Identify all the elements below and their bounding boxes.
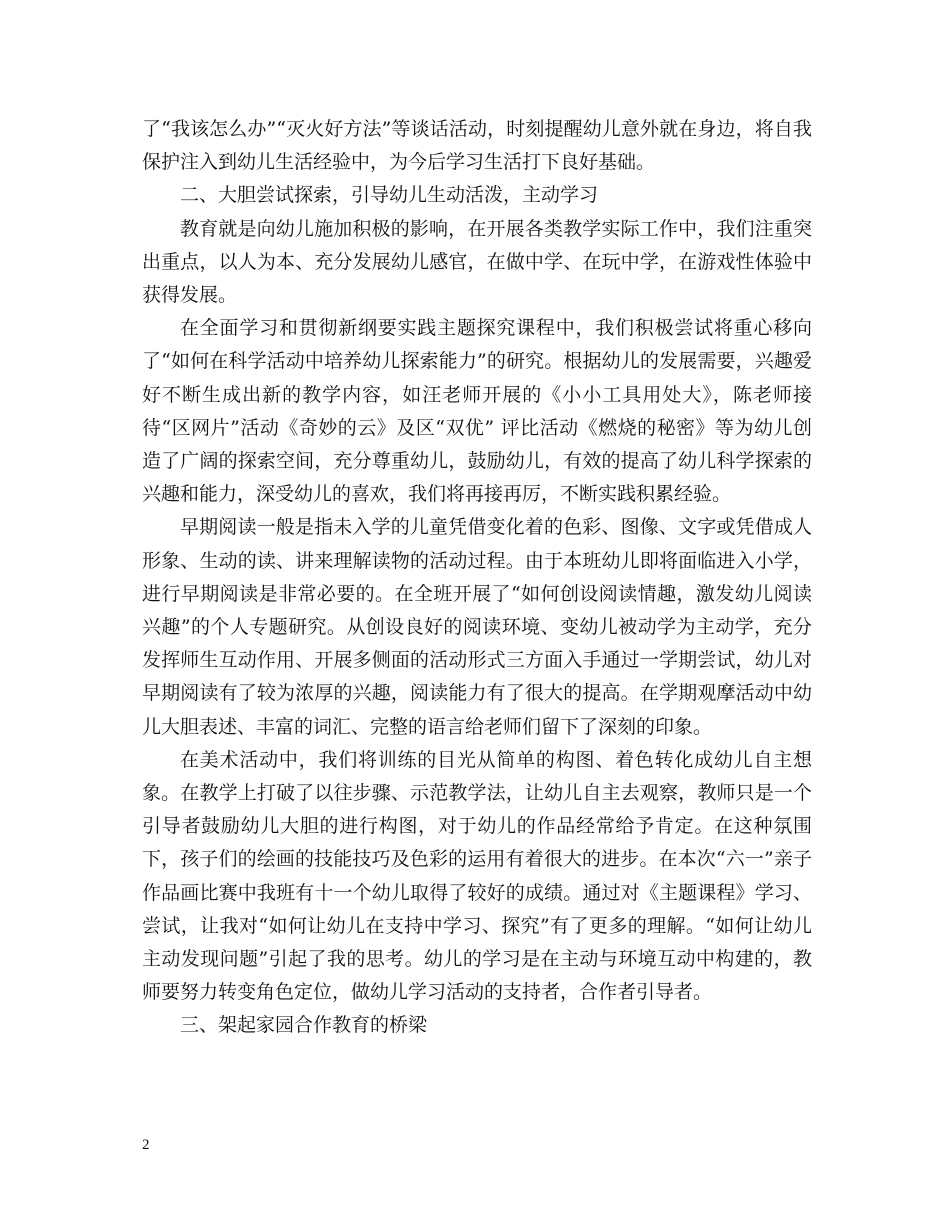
paragraph-art-activities: 在美术活动中，我们将训练的目光从简单的构图、着色转化成幼儿自主想象。在教学上打破了以往步骤、示范教学法，让幼儿自主去观察，教师只是一个引导者鼓励幼儿大胆的进行构图，对于幼儿的作品经常给予肯定。在这种氛围下，孩子们的绘画的技能技巧及色彩的运用有着很大的进步。在本次“六一”亲子作品画比赛中我班有十一个幼儿取得了较好的成绩。通过对《主题课程》学习、尝试，让我对“如何让幼儿在支持中学习、探究”有了更多的理解。“如何让幼儿主动发现问题”引起了我的思考。幼儿的学习是在主动与环境互动中构建的，教师要努力转变角色定位，做幼儿学习活动的支持者，合作者引导者。 — [142, 748, 812, 1004]
section-heading-2: 二、大胆尝试探索，引导幼儿生动活泼，主动学习 — [180, 184, 599, 207]
paragraph-early-reading: 早期阅读一般是指未入学的儿童凭借变化着的色彩、图像、文字或凭借成人形象、生动的读、讲来理解读物的活动过程。由于本班幼儿即将面临进入小学，进行早期阅读是非常必要的。在全班开展了“如何创设阅读情趣，激发幼儿阅读兴趣”的个人专题研究。从创设良好的阅读环境、变幼儿被动学为主动学，充分发挥师生互动作用、开展多侧面的活动形式三方面入手通过一学期尝试，幼儿对早期阅读有了较为浓厚的兴趣，阅读能力有了很大的提高。在学期观摩活动中幼儿大胆表述、丰富的词汇、完整的语言给老师们留下了深刻的印象。 — [142, 516, 812, 738]
page-number: 2 — [142, 1137, 150, 1153]
paragraph-continuation: 了“我该怎么办”“灭火好方法”等谈话活动，时刻提醒幼儿意外就在身边，将自我保护注入到幼儿生活经验中，为今后学习生活打下良好基础。 — [142, 118, 812, 174]
paragraph-science-activities: 在全面学习和贯彻新纲要实践主题探究课程中，我们积极尝试将重心移向了“如何在科学活动中培养幼儿探索能力”的研究。根据幼儿的发展需要，兴趣爱好不断生成出新的教学内容，如汪老师开展的《小小工具用处大》，陈老师接待“区网片”活动《奇妙的云》及区“双优” 评比活动《燃烧的秘密》等为幼儿创造了广阔的探索空间，充分尊重幼儿，鼓励幼儿，有效的提高了幼儿科学探索的兴趣和能力，深受幼儿的喜欢，我们将再接再厉，不断实践积累经验。 — [142, 317, 812, 506]
section-heading-3: 三、架起家园合作教育的桥梁 — [180, 1014, 428, 1037]
body-text — [142, 113, 812, 1043]
paragraph-education-approach: 教育就是向幼儿施加积极的影响，在开展各类教学实际工作中，我们注重突出重点，以人为本、充分发展幼儿感官，在做中学、在玩中学，在游戏性体验中获得发展。 — [142, 217, 812, 307]
